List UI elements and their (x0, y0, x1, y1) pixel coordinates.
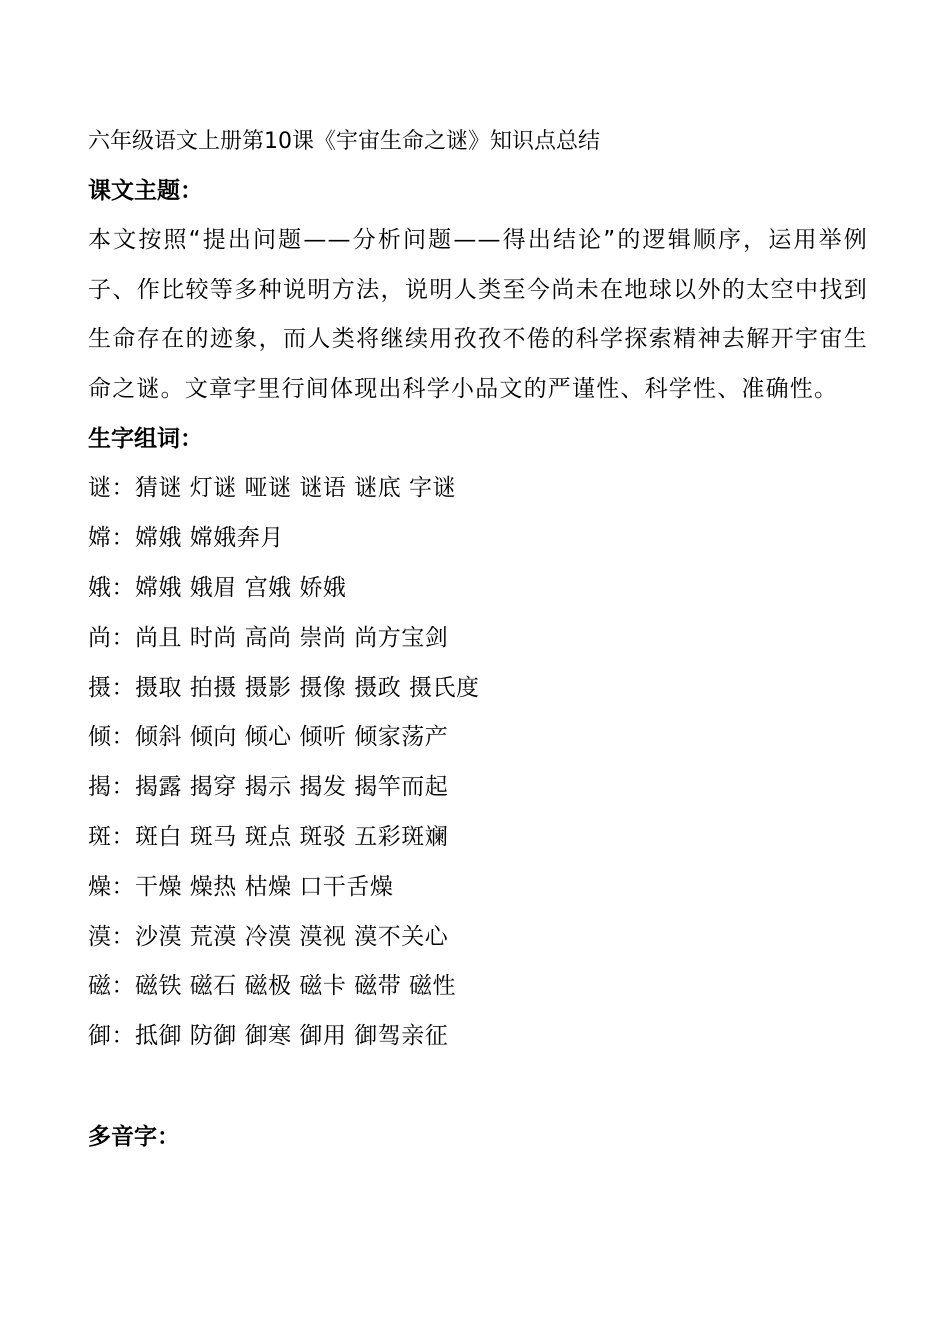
blank-line (88, 1062, 868, 1112)
vocab-item-yu: 御：抵御 防御 御寒 御用 御驾亲征 (88, 1023, 449, 1050)
vocab-heading: 生字组词： (88, 426, 203, 453)
vocab-item-e: 娥：嫦娥 娥眉 宫娥 娇娥 (88, 574, 347, 601)
theme-paragraph: 本文按照“提出问题——分析问题——得出结论”的逻辑顺序，运用举例子、作比较等多种说明方法，说明人类至今尚未在地球以外的太空中找到生命存在的迹象，而人类将继续用孜孜不倦的科学探索精神去解开宇宙生命之谜。文章字里行间体现出科学小品文的严谨性、科学性、准确性。 (88, 227, 868, 402)
vocab-item-ci: 磁：磁铁 磁石 磁极 磁卡 磁带 磁性 (88, 973, 457, 1000)
vocab-list (88, 464, 868, 1062)
vocab-item-shang: 尚：尚且 时尚 高尚 崇尚 尚方宝剑 (88, 624, 449, 651)
vocab-item-qing: 倾：倾斜 倾向 倾心 倾听 倾家荡产 (88, 724, 449, 751)
polyphone-heading: 多音字： (88, 1123, 180, 1150)
vocab-item-chang: 嫦：嫦娥 嫦娥奔月 (88, 525, 284, 552)
vocab-item-zao: 燥：干燥 燥热 枯燥 口干舌燥 (88, 873, 394, 900)
document-page (88, 124, 868, 1162)
vocab-item-ban: 斑：斑白 斑马 斑点 斑驳 五彩斑斓 (88, 823, 449, 850)
document-title: 六年级语文上册第10课《宇宙生命之谜》知识点总结 (88, 129, 600, 154)
theme-heading: 课文主题： (88, 178, 203, 204)
vocab-item-mi: 谜：猜谜 灯谜 哑谜 谜语 谜底 字谜 (88, 475, 457, 502)
vocab-item-jie: 揭：揭露 揭穿 揭示 揭发 揭竿而起 (88, 774, 449, 801)
vocab-item-mo: 漠：沙漠 荒漠 冷漠 漠视 漠不关心 (88, 923, 449, 950)
vocab-item-she: 摄：摄取 拍摄 摄影 摄像 摄政 摄氏度 (88, 674, 480, 701)
